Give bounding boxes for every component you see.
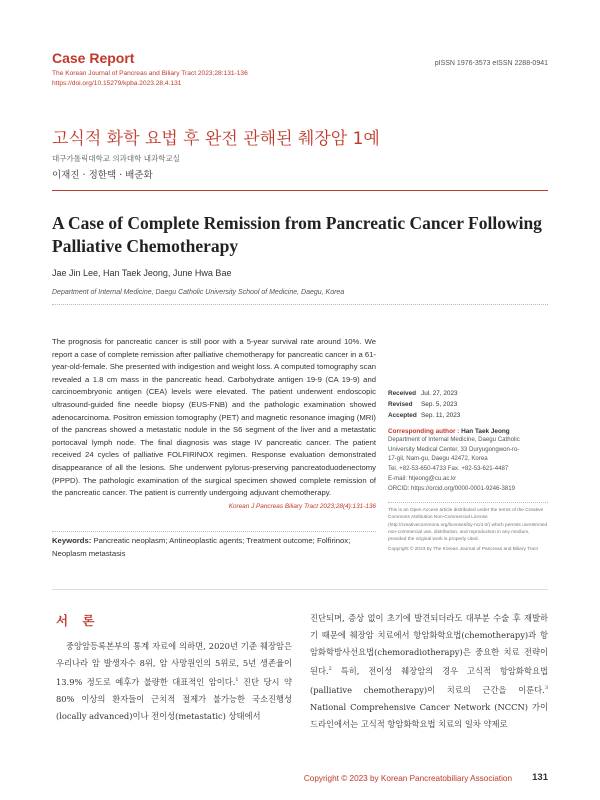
corresponding-author (388, 428, 548, 435)
issn: pISSN 1976-3573 eISSN 2288-0941 (434, 60, 548, 67)
title-divider (52, 190, 548, 191)
corr-address-line: University Medical Center, 33 Duryugongwon-ro- (388, 445, 520, 453)
reference-marker[interactable]: 2 (328, 666, 332, 672)
section-divider (52, 589, 548, 590)
article-info-sidebar (388, 388, 548, 552)
corresponding-author-name: Han Taek Jeong (461, 428, 510, 435)
body-text: 특히, 전이성 췌장암의 경우 고식적 항암화학요법(palliative chemotherapy)이 치료의 근간을 이룬다. (310, 665, 548, 695)
section-heading-introduction: 서 론 (56, 613, 100, 628)
abstract-text: The prognosis for pancreatic cancer is still poor with a 5-year survival rate around 10%. We report a case of complete remission after palliative chemotherapy for pancreatic cancer in a 61-year-old-female. She presented with indigestion and weight loss. A computed tomography scan revealed a 1.8 cm mass in the pancreatic head. Carbohydrate antigen 19-9 (CA 19-9) and carcinoembryonic antigen (CEA) levels were elevated. The patient underwent endoscopic ultrasound-guided fine needle biopsy (EUS-FNB) and the pathologic examination showed adenocarcinoma. Positron emission tomography (PET) and magnetic resonance imaging (MRI) of the pancreas showed a metastatic nodule in the S6 segment of the liver and a metastatic portocaval lymph node. The final diagnosis was stage IV pancreatic cancer. The patient received 24 cycles of palliative FOLFIRINOX regimen. Response evaluation demonstrated disappearance of all the lesions. She underwent pylorus-preserving pancreatoduodenectomy (PPPD). The pathologic examination of the surgical specimen showed complete remission of the pancreatic cancer. The patient is currently undergoing adjuvant chemotherapy. (52, 337, 376, 498)
received-value: Jul. 27, 2023 (421, 390, 458, 397)
keywords-text: Pancreatic neoplasm; Antineoplastic agents; Treatment outcome; Folfirinox; Neoplasm metastasis (52, 536, 351, 558)
body-text: 진단 당시 약 80% 이상의 환자들이 근치적 절제가 불가능한 국소진행성(locally advanced)이나 전이성(metastatic) 상태에서 (56, 676, 292, 721)
revised-label: Revised (388, 401, 413, 408)
korean-affiliation: 대구가톨릭대학교 의과대학 내과학교실 (52, 154, 180, 163)
keywords-divider (52, 531, 376, 532)
korean-authors: 이재진 · 정한택 · 배준화 (52, 170, 153, 181)
accepted-value: Sep. 11, 2023 (421, 412, 461, 419)
english-title (52, 212, 548, 258)
reference-marker[interactable]: 1 (235, 677, 239, 683)
body-text: National Comprehensive Cancer Network (NCCN) 가이드라인에서는 고식적 항암화학요법 치료의 일차 약제로 (310, 701, 548, 729)
keywords-label: Keywords: (52, 536, 92, 545)
corr-phone-fax: Tel. +82-53-650-4733 Fax. +82-53-621-4487 (388, 465, 509, 473)
revised-value: Sep. 5, 2023 (421, 401, 458, 408)
english-title-line-2: Palliative Chemotherapy (52, 236, 239, 256)
body-text: 진단되며, 증상 없이 초기에 발견되더라도 대부분 수술 후 재발하기 때문에 췌장암 치료에서 항암화학요법(chemotherapy)과 항암화학방사선요법(chemoradiotherapy)은 중요한 치료 전략이 된다. (310, 613, 548, 676)
article-type-label: Case Report (52, 50, 135, 66)
corr-address-line: 17-gil, Nam-gu, Daegu 42472, Korea (388, 455, 488, 463)
english-title-line-1: A Case of Complete Remission from Pancreatic Cancer Following (52, 213, 542, 233)
doi-link[interactable]: https://doi.org/10.15279/kpba.2023.28.4.131 (52, 80, 182, 87)
english-authors: Jae Jin Lee, Han Taek Jeong, June Hwa Bae (52, 268, 232, 278)
accepted-date (388, 410, 548, 421)
body-text: 중앙암등록본부의 통계 자료에 의하면, 2020년 기준 췌장암은 우리나라 암 발생자수 8위, 암 사망원인의 5위로, 5년 생존율이 13.9% 정도로 예후가 불량한 대표적인 암이다. (56, 641, 292, 687)
received-label: Received (388, 390, 417, 397)
corr-address-line: Department of Internal Medicine, Daegu Catholic (388, 436, 520, 443)
keywords (52, 535, 376, 560)
affiliation-divider (52, 304, 548, 305)
received-date (388, 388, 548, 399)
corresponding-author-label: Corresponding author : (388, 428, 462, 435)
reference-marker[interactable]: 3 (544, 684, 548, 691)
corr-orcid[interactable]: ORCID: https://orcid.org/0000-0001-9246-3819 (388, 484, 516, 492)
abstract (52, 336, 376, 513)
abstract-citation: Korean J Pancreas Biliary Tract 2023;28(4):131-136 (228, 502, 376, 510)
journal-citation: The Korean Journal of Pancreas and Biliary Tract 2023;28:131-136 (52, 70, 248, 77)
corr-email[interactable]: E-mail: htjeong@cu.ac.kr (388, 474, 457, 482)
body-column-right (310, 610, 548, 733)
revised-date (388, 399, 548, 410)
open-access-divider (388, 502, 548, 503)
sidebar-copyright: Copyright © 2023 by The Korean Journal of Pancreas and Biliary Tract (388, 547, 538, 553)
korean-title: 고식적 화학 요법 후 완전 관해된 췌장암 1예 (52, 129, 380, 149)
accepted-label: Accepted (388, 412, 417, 419)
open-access-notice: This is an Open Access article distributed under the terms of the Creative Commons Attribution Non-Commercial License (http://creativecommons.org/licenses/by-nc/4.0/) which permits unrestricted non-commercial use, distribution, and reproduction in any medium, provided the original work is properly cited. (388, 508, 548, 543)
footer-copyright: Copyright © 2023 by Korean Pancreatobiliary Association (303, 774, 512, 783)
english-affiliation: Department of Internal Medicine, Daegu Catholic University School of Medicine, Daegu, Korea (52, 289, 345, 296)
page-number: 131 (532, 772, 548, 783)
body-column-left (56, 638, 292, 725)
